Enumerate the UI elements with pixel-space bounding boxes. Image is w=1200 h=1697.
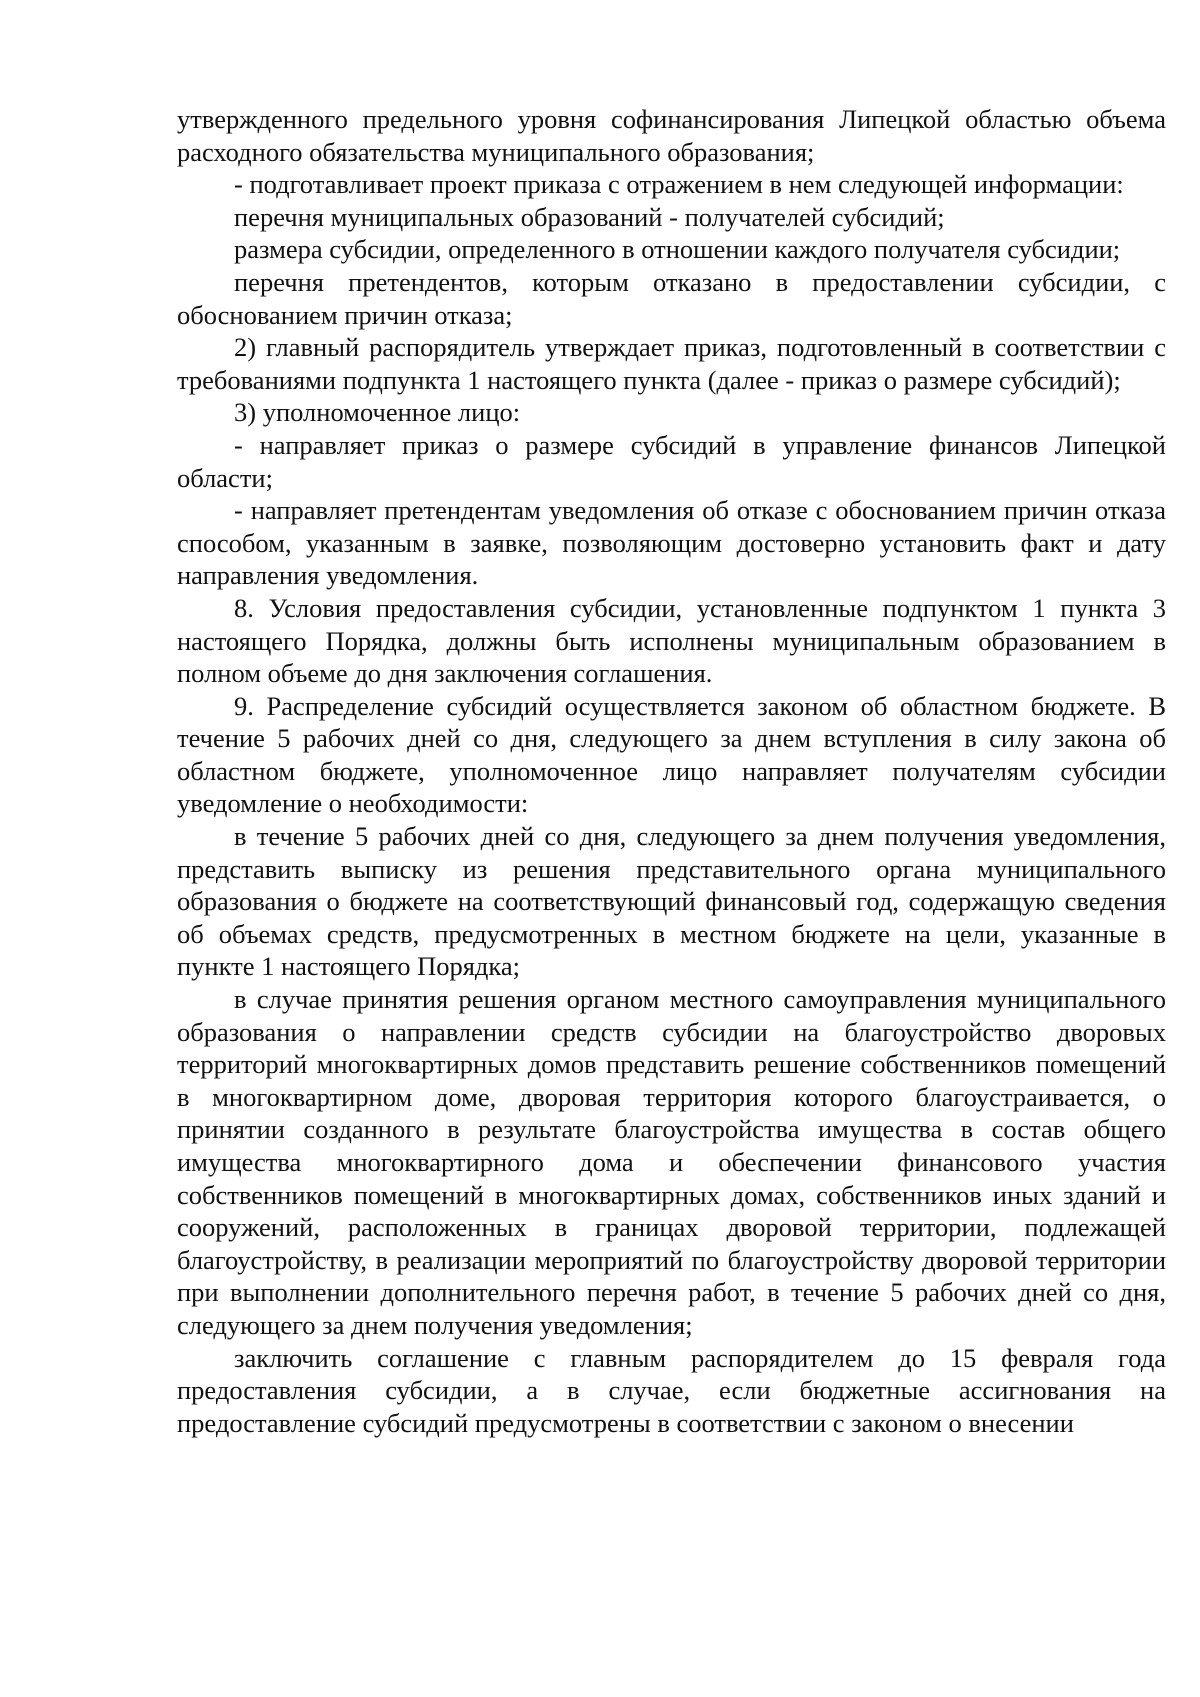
- paragraph-send-refusal: - направляет претендентам уведомления об отказе с обоснованием причин отказа способом, указанным в заявке, позволяющим достоверно установить факт и дату направления уведомления.: [177, 495, 1166, 591]
- document-body: [177, 103, 1166, 1439]
- paragraph-clause-8: 8. Условия предоставления субсидии, установленные подпунктом 1 пункта 3 настоящего Порядка, должны быть исполнены муниципальным образованием в полном объеме до дня заключения соглашения.: [177, 592, 1166, 689]
- paragraph-send-order: - направляет приказ о размере субсидий в управление финансов Липецкой области;: [177, 429, 1166, 493]
- paragraph-continuation: утвержденного предельного уровня софинансирования Липецкой областью объема расходного обязательства муниципального образования;: [177, 104, 1166, 167]
- paragraph-list-recipients: перечня муниципальных образований - получателей субсидий;: [234, 201, 945, 232]
- paragraph-item-3: 3) уполномоченное лицо:: [234, 397, 521, 428]
- paragraph-item-2: 2) главный распорядитель утверждает приказ, подготовленный в соответствии с требованиями подпункта 1 настоящего пункта (далее - приказ о размере субсидий);: [177, 332, 1166, 395]
- paragraph-clause-9: 9. Распределение субсидий осуществляется законом об областном бюджете. В течение 5 рабочих дней со дня, следующего за днем вступления в силу закона об областном бюджете, уполномоченное лицо направляет получателям субсидии уведомление о необходимости:: [177, 690, 1166, 819]
- paragraph-subsidy-size: размера субсидии, определенного в отношении каждого получателя субсидии;: [234, 234, 1121, 265]
- paragraph-budget-extract: в течение 5 рабочих дней со дня, следующего за днем получения уведомления, представить выписку из решения представительного органа муниципального образования о бюджете на соответствующий финансовый год, содержащую сведения об объемах средств, предусмотренных в местном бюджете на цели, указанные в пункте 1 настоящего Порядка;: [177, 821, 1166, 982]
- paragraph-agreement: заключить соглашение с главным распорядителем до 15 февраля года предоставления субсидии, а в случае, если бюджетные ассигнования на предоставление субсидий предусмотрены в соответствии с законом о внесении: [177, 1342, 1166, 1438]
- paragraph-refused-applicants: перечня претендентов, которым отказано в предоставлении субсидии, с обоснованием причин отказа;: [177, 266, 1166, 330]
- paragraph-prepare-order: - подготавливает проект приказа с отражением в нем следующей информации:: [234, 169, 1124, 200]
- paragraph-yard-improvement: в случае принятия решения органом местного самоуправления муниципального образования о направлении средств субсидии на благоустройство дворовых территорий многоквартирных домов представить решение собственников помещений в многоквартирном доме, дворовая территория которого благоустраивается, о принятии созданного в результате благоустройства имущества в состав общего имущества многоквартирного дома и обеспечении финансового участия собственников помещений в многоквартирных домах, собственников иных зданий и сооружений, расположенных в границах дворовой территории, подлежащей благоустройству, в реализации мероприятий по благоустройству дворовой территории при выполнении дополнительного перечня работ, в течение 5 рабочих дней со дня, следующего за днем получения уведомления;: [177, 984, 1166, 1340]
